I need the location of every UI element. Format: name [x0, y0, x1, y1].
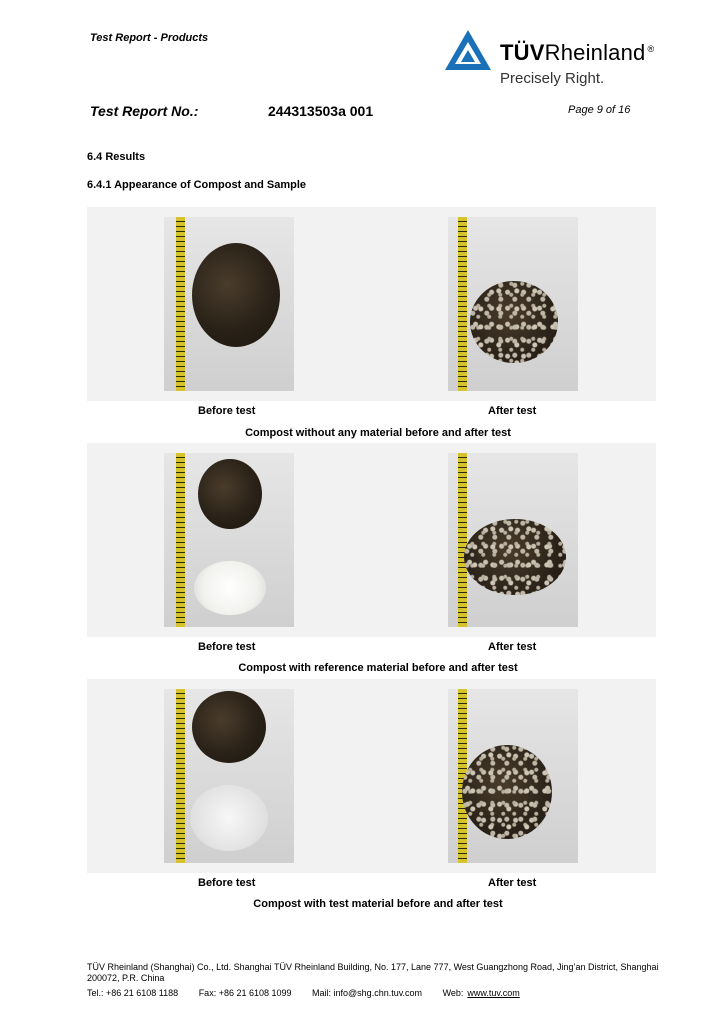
brand-name: [500, 40, 654, 66]
photo-before-1: [164, 217, 294, 391]
photo-before-3: [164, 689, 294, 863]
compost-pile: [464, 519, 566, 595]
figure-panel-1: [87, 207, 656, 401]
page-number: Page 9 of 16: [568, 104, 631, 116]
reference-powder: [194, 561, 266, 615]
after-label: After test: [488, 877, 537, 889]
figure-caption: Compost with reference material before and after test: [238, 662, 518, 674]
ruler: [176, 689, 185, 863]
after-label: After test: [488, 641, 537, 653]
figure-panel-2: [87, 443, 656, 637]
footer-mail: Mail: info@shg.chn.tuv.com: [312, 988, 423, 998]
section-title: 6.4 Results: [87, 151, 146, 163]
compost-pile: [192, 691, 266, 763]
subsection-title: 6.4.1 Appearance of Compost and Sample: [87, 179, 307, 191]
after-label: After test: [488, 405, 537, 417]
ruler: [176, 217, 185, 391]
ruler: [176, 453, 185, 627]
compost-pile: [192, 243, 280, 347]
footer-contacts: [87, 988, 520, 998]
photo-before-2: [164, 453, 294, 627]
figure-caption: Compost without any material before and after test: [245, 427, 511, 439]
registered-mark: ®: [647, 43, 655, 54]
ruler: [458, 453, 467, 627]
before-label: Before test: [198, 641, 256, 653]
before-label: Before test: [198, 877, 256, 889]
brand-bold: TÜV: [500, 40, 545, 65]
photo-after-3: [448, 689, 578, 863]
figure-caption: Compost with test material before and after test: [253, 898, 503, 910]
photo-after-2: [448, 453, 578, 627]
footer-fax: Fax: +86 21 6108 1099: [198, 988, 292, 998]
brand-rest: Rheinland: [544, 40, 646, 65]
report-number-label: Test Report No.:: [90, 103, 199, 119]
compost-pile: [198, 459, 262, 529]
footer-web-link[interactable]: www.tuv.com: [467, 988, 520, 998]
compost-pile: [462, 745, 552, 839]
brand-slogan: Precisely Right.: [500, 70, 605, 87]
footer-web-label: Web:: [442, 988, 464, 998]
report-number-value: 244313503a 001: [268, 103, 374, 119]
footer-tel: Tel.: +86 21 6108 1188: [87, 988, 179, 998]
footer-address: TÜV Rheinland (Shanghai) Co., Ltd. Shanghai TÜV Rheinland Building, No. 177, Lane 777, West Guangzhong Road, Jing’an District, Shanghai 200072, P.R. China: [87, 962, 659, 983]
photo-after-1: [448, 217, 578, 391]
figure-panel-3: [87, 679, 656, 873]
test-material: [190, 785, 268, 851]
ruler: [458, 217, 467, 391]
header-label: Test Report - Products: [90, 32, 209, 44]
tuv-logo-icon: [443, 28, 493, 72]
compost-pile: [470, 281, 558, 363]
before-label: Before test: [198, 405, 256, 417]
